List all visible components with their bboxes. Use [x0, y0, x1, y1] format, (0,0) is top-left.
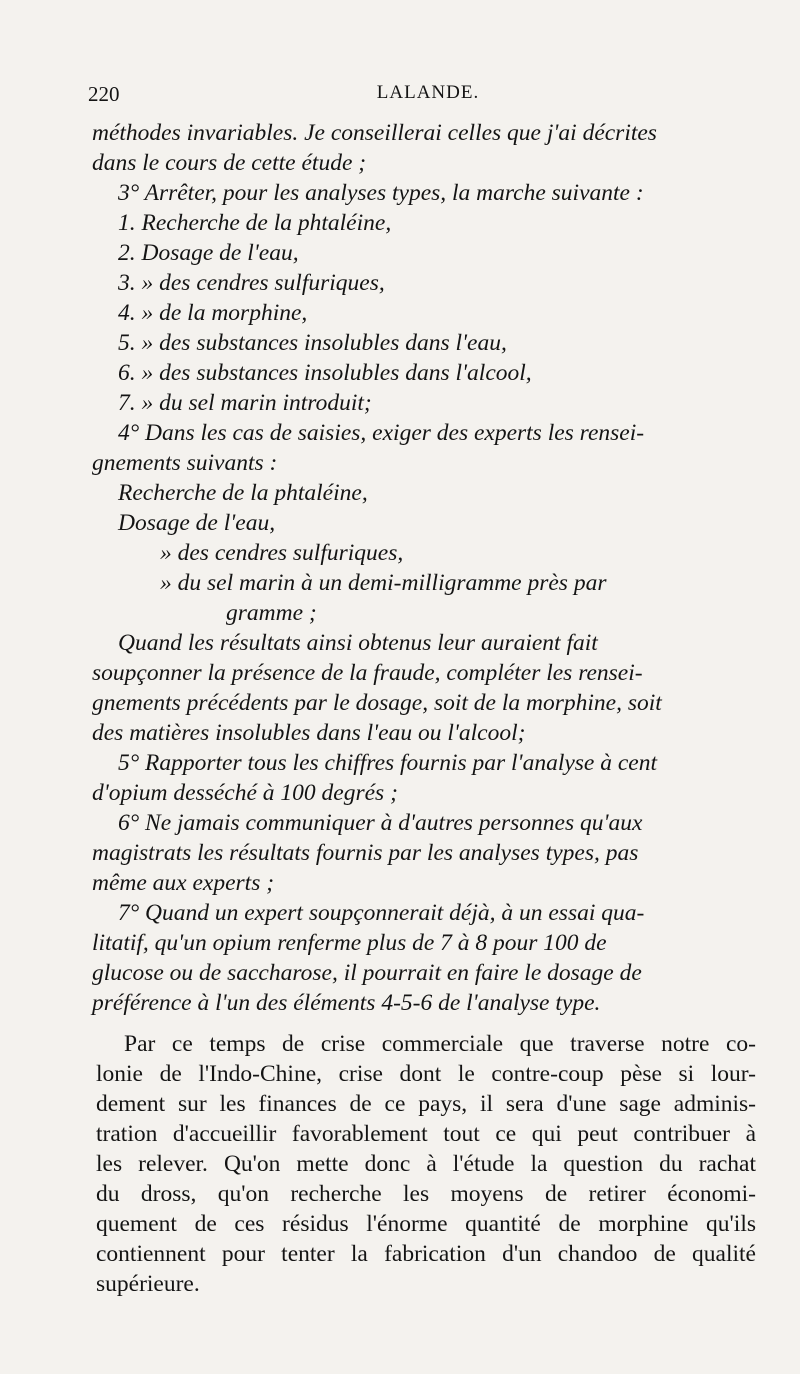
text-line: litatif, qu'un opium renferme plus de 7 à 8 pour 100 de	[92, 930, 607, 956]
text-line: 5° Rapporter tous les chiffres fournis par l'analyse à cent	[118, 750, 657, 776]
text-line: » du sel marin à un demi-milligramme près par	[160, 570, 607, 596]
text-line: 4. » de la morphine,	[118, 300, 308, 326]
paragraph-line: dement sur les finances de ce pays, il sera d'une sage adminis-	[96, 1091, 756, 1117]
text-line: des matières insolubles dans l'eau ou l'alcool;	[92, 720, 526, 746]
paragraph-line: les relever. Qu'on mette donc à l'étude la question du rachat	[96, 1151, 756, 1177]
text-line: soupçonner la présence de la fraude, compléter les rensei-	[92, 660, 643, 686]
text-line: 4° Dans les cas de saisies, exiger des experts les rensei-	[118, 420, 645, 446]
running-head: LALANDE.	[376, 82, 480, 103]
text-line: 3° Arrêter, pour les analyses types, la marche suivante :	[118, 180, 644, 206]
text-line: d'opium desséché à 100 degrés ;	[92, 780, 398, 806]
text-line: méthodes invariables. Je conseillerai celles que j'ai décrites	[92, 120, 657, 146]
paragraph-line: du dross, qu'on recherche les moyens de retirer économi-	[96, 1181, 756, 1207]
text-line: Quand les résultats ainsi obtenus leur auraient fait	[118, 630, 598, 656]
text-line: gnements suivants :	[92, 450, 278, 476]
text-line: préférence à l'un des éléments 4-5-6 de l'analyse type.	[92, 990, 601, 1016]
text-line: gramme ;	[226, 600, 317, 626]
page-number: 220	[88, 82, 120, 106]
paragraph-line: supérieure.	[96, 1271, 200, 1297]
text-line: 6° Ne jamais communiquer à d'autres personnes qu'aux	[118, 810, 643, 836]
text-line: même aux experts ;	[92, 870, 275, 896]
page-header	[88, 82, 768, 112]
text-line: 2. Dosage de l'eau,	[118, 240, 299, 266]
text-line: 5. » des substances insolubles dans l'eau,	[118, 330, 507, 356]
text-line: 1. Recherche de la phtaléine,	[118, 210, 392, 236]
text-line: dans le cours de cette étude ;	[92, 150, 367, 176]
text-line: gnements précédents par le dosage, soit de la morphine, soit	[92, 690, 662, 716]
text-line: 3. » des cendres sulfuriques,	[118, 270, 385, 296]
paragraph-line: tration d'accueillir favorablement tout ce qui peut contribuer à	[96, 1121, 756, 1147]
text-line: glucose ou de saccharose, il pourrait en faire le dosage de	[92, 960, 642, 986]
text-line: Dosage de l'eau,	[118, 510, 276, 536]
text-line: 7° Quand un expert soupçonnerait déjà, à un essai qua-	[118, 900, 645, 926]
paragraph-line: contiennent pour tenter la fabrication d'un chandoo de qualité	[96, 1241, 756, 1267]
text-line: Recherche de la phtaléine,	[118, 480, 368, 506]
paragraph-line: lonie de l'Indo-Chine, crise dont le contre-coup pèse si lour-	[96, 1061, 756, 1087]
paragraph-line: Par ce temps de crise commerciale que traverse notre co-	[124, 1031, 756, 1057]
paragraph-line: quement de ces résidus l'énorme quantité de morphine qu'ils	[96, 1211, 756, 1237]
text-line: » des cendres sulfuriques,	[160, 540, 404, 566]
text-line: 6. » des substances insolubles dans l'alcool,	[118, 360, 532, 386]
text-line: magistrats les résultats fournis par les analyses types, pas	[92, 840, 639, 866]
text-line: 7. » du sel marin introduit;	[118, 390, 372, 416]
